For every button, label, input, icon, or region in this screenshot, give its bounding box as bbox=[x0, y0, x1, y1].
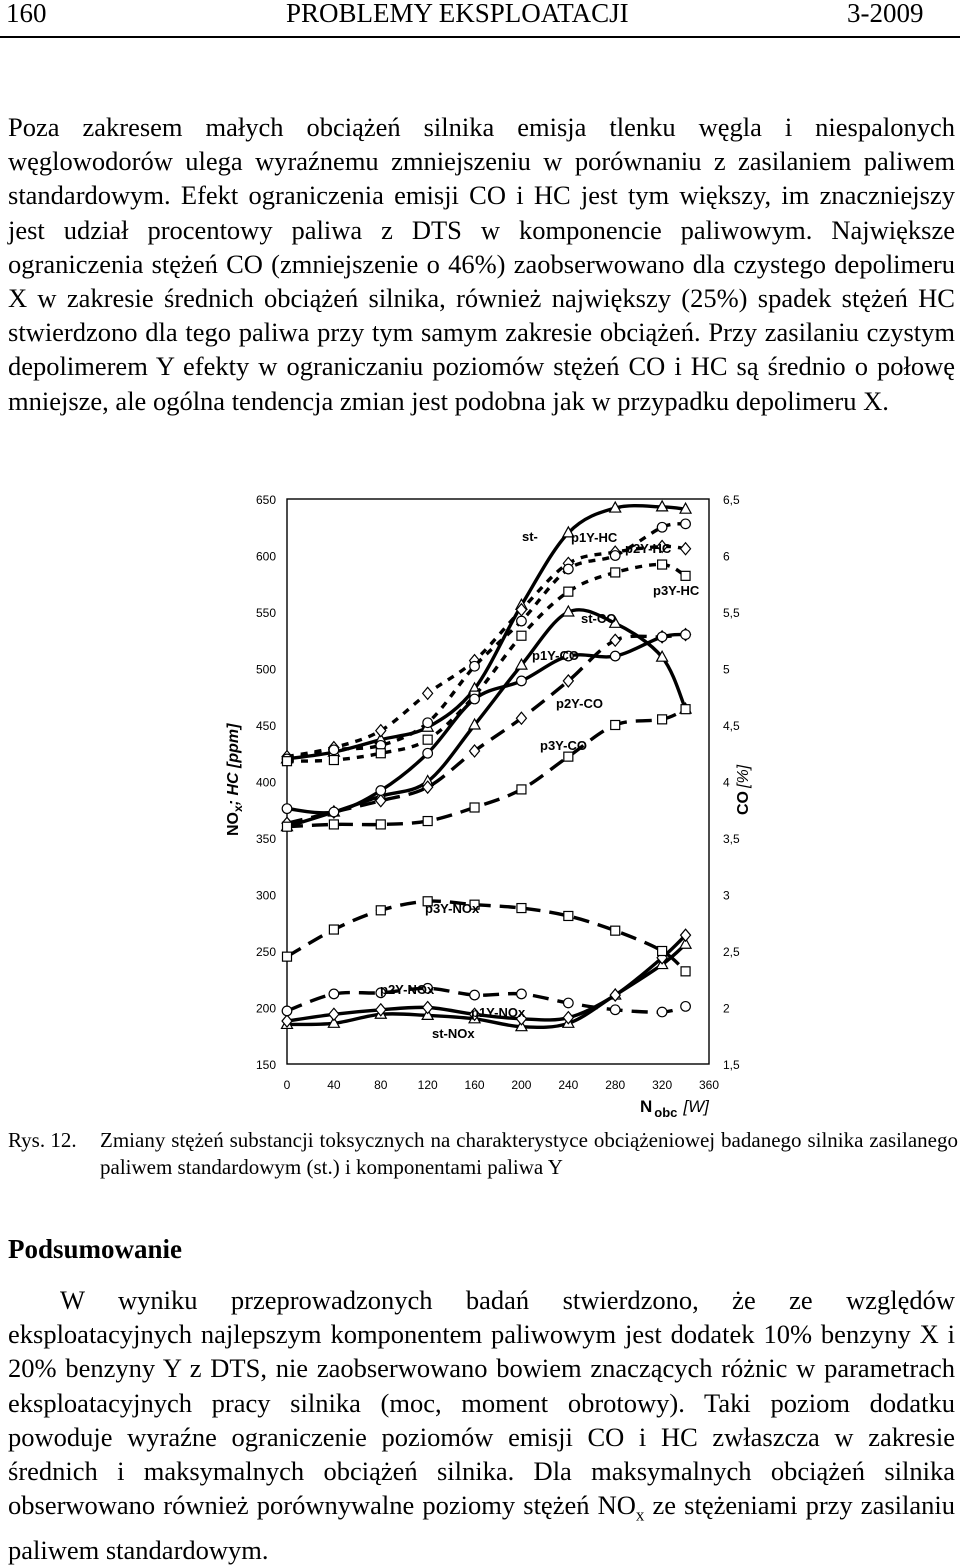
x-tick-label: 320 bbox=[652, 1078, 673, 1092]
y-right-tick-label: 3 bbox=[723, 888, 730, 903]
data-point-p3y-nox bbox=[329, 925, 338, 934]
data-point-p3y-co bbox=[329, 820, 338, 829]
series-label: p2Y-HC bbox=[625, 541, 672, 556]
data-point-p3y-nox bbox=[658, 947, 667, 956]
series-label: p3Y-CO bbox=[540, 738, 587, 753]
y-left-tick-label: 650 bbox=[255, 493, 276, 507]
data-point-p3y-nox bbox=[564, 911, 573, 920]
running-header bbox=[0, 0, 960, 34]
y-right-tick-label: 1,5 bbox=[723, 1058, 740, 1072]
data-point-p2y-nox bbox=[329, 989, 339, 999]
data-point-p2y-co bbox=[610, 651, 620, 661]
data-point-p3y-hc bbox=[681, 571, 690, 580]
y-left-tick-label: 150 bbox=[255, 1058, 276, 1072]
series-label: p2Y-CO bbox=[556, 696, 603, 711]
data-point-p2y-nox bbox=[657, 1007, 667, 1017]
series-label: p1Y-NOx bbox=[471, 1005, 526, 1020]
x-tick-label: 360 bbox=[698, 1078, 720, 1092]
series-line-p3y-hc bbox=[287, 564, 686, 761]
series-label: p3Y-HC bbox=[653, 583, 700, 598]
data-point-p2y-co bbox=[282, 804, 292, 814]
series-line-p1y-co bbox=[287, 635, 686, 824]
data-point-p3y-hc bbox=[283, 757, 292, 766]
y-left-tick-label: 600 bbox=[255, 549, 276, 564]
data-point-p1y-nox bbox=[423, 1002, 433, 1014]
x-tick-label: 160 bbox=[464, 1078, 485, 1092]
y-right-tick-label: 6 bbox=[723, 549, 730, 564]
data-point-p2y-hc bbox=[657, 522, 667, 532]
data-point-p3y-co bbox=[470, 803, 479, 812]
data-point-p2y-hc bbox=[564, 564, 574, 574]
y-right-tick-label: 3,5 bbox=[723, 832, 740, 846]
y-left-tick-label: 350 bbox=[255, 832, 276, 846]
data-point-p2y-nox bbox=[282, 1006, 292, 1016]
data-point-p3y-hc bbox=[658, 560, 667, 569]
body-paragraph: Poza zakresem małych obciążeń silnika emisja tlenku węgla i niespalonych węglowodorów ulega wyraźnemu zmniejszeniu w porównaniu z zasilaniem paliwem standardowym. Efekt ograniczenia emisji CO i HC jest tym większy, im znaczniejszy jest udział procentowy paliwa z DTS w komponencie paliwowym. Największe ograniczenia stężeń CO (zmniejszenie o 46%) zaobserwowano dla czystego depolimeru X w zakresie średnich obciążeń silnika, również największy (25%) spadek stężeń HC stwierdzono dla tego paliwa przy tym samym zakresie obciążeń. Przy zasilaniu czystym depolimerem Y efekty w ograniczaniu poziomów stężeń CO i HC są średnio o połowę mniejsze, ale ogólna tendencja zmian jest podobna jak w przypadku depolimeru X. bbox=[8, 112, 955, 416]
data-point-p2y-co bbox=[470, 694, 480, 704]
y-left-tick-label: 300 bbox=[255, 888, 276, 903]
data-point-p2y-nox bbox=[470, 990, 480, 1000]
page-number: 160 bbox=[6, 0, 47, 28]
data-point-p3y-co bbox=[283, 822, 292, 831]
data-point-p1y-hc bbox=[681, 543, 691, 555]
data-point-p2y-co bbox=[517, 676, 527, 686]
summary-paragraph bbox=[8, 1283, 955, 1567]
y-right-tick-label: 5 bbox=[723, 662, 730, 677]
data-point-p3y-hc bbox=[611, 568, 620, 577]
data-point-p3y-nox bbox=[611, 926, 620, 935]
y-right-tick-label: 5,5 bbox=[723, 606, 740, 620]
series-line-p3y-nox bbox=[287, 901, 686, 971]
y-left-tick-label: 400 bbox=[255, 775, 276, 790]
data-point-p2y-nox bbox=[681, 1002, 691, 1012]
figure bbox=[0, 480, 960, 1120]
y-right-tick-label: 4 bbox=[723, 775, 730, 790]
y-left-tick-label: 450 bbox=[255, 719, 276, 733]
data-point-p3y-hc bbox=[517, 631, 526, 640]
series-line-st-co bbox=[287, 610, 686, 827]
data-point-p2y-nox bbox=[564, 998, 574, 1008]
x-tick-label: 80 bbox=[374, 1078, 388, 1092]
data-point-p2y-nox bbox=[610, 1005, 620, 1015]
series-label: p2Y-NOx bbox=[380, 982, 435, 997]
x-tick-label: 0 bbox=[283, 1078, 291, 1092]
data-point-p3y-hc bbox=[564, 587, 573, 596]
y-left-axis-label: $NO_x$; HC [ppm] bbox=[225, 723, 245, 836]
data-point-p3y-hc bbox=[423, 735, 432, 744]
figure-label: Rys. 12. bbox=[8, 1128, 77, 1152]
data-point-p2y-co bbox=[423, 748, 433, 758]
summary-nox: NO bbox=[597, 1490, 636, 1521]
data-point-p2y-co bbox=[657, 632, 667, 642]
series-label: st-NOx bbox=[432, 1026, 475, 1041]
summary-tail: ze stężeniami przy zasilaniu paliwem standardowym. bbox=[8, 1490, 955, 1565]
data-point-p3y-co bbox=[517, 785, 526, 794]
data-point-p2y-hc bbox=[423, 718, 433, 728]
figure-caption-text: Zmiany stężeń substancji toksycznych na charakterystyce obciążeniowej badanego silnika zasilanego paliwem standardowym (st.) i komponentami paliwa Y bbox=[100, 1128, 958, 1179]
header-rule bbox=[0, 36, 960, 38]
data-point-p3y-nox bbox=[517, 904, 526, 913]
y-left-tick-label: 550 bbox=[255, 606, 276, 620]
series-group bbox=[282, 501, 692, 1031]
data-point-p3y-co bbox=[658, 715, 667, 724]
data-point-p1y-hc bbox=[423, 687, 433, 699]
data-point-p1y-hc bbox=[376, 725, 386, 737]
data-point-p2y-hc bbox=[517, 616, 527, 626]
y-left-tick-label: 200 bbox=[255, 1001, 276, 1016]
x-tick-label: 200 bbox=[511, 1078, 532, 1092]
data-point-p2y-co bbox=[329, 807, 339, 817]
y-right-tick-label: 2,5 bbox=[723, 945, 740, 959]
y-left-tick-label: 500 bbox=[255, 662, 276, 677]
data-point-p2y-hc bbox=[470, 661, 480, 671]
data-point-p3y-co bbox=[611, 721, 620, 730]
data-point-p3y-hc bbox=[376, 749, 385, 758]
summary-text: W wyniku przeprowadzonych badań stwierdzono, że ze względów eksploatacyjnych najlepszym komponentem paliwowym jest dodatek 10% benzyny X i 20% benzyny Y z DTS, nie zaobserwowano bowiem znaczących różnic w parametrach eksploatacyjnych pracy silnika (moc, moment obrotowy). Taki poziom dodatku powoduje wyraźne ograniczenie poziomów emisji CO i HC zwłaszcza w zakresie średnich i maksymalnych obciążeń silnika. Dla maksymalnych obciążeń silnika obserwowano również porównywalne poziomy stężeń bbox=[8, 1285, 955, 1521]
y-right-tick-label: 4,5 bbox=[723, 719, 740, 733]
data-point-p3y-co bbox=[681, 705, 690, 714]
data-point-p2y-hc bbox=[329, 745, 339, 755]
data-point-p3y-co bbox=[376, 820, 385, 829]
plot-frame bbox=[287, 499, 709, 1064]
series-label: p1Y-HC bbox=[571, 530, 618, 545]
y-right-axis-label: CO[%] bbox=[735, 764, 752, 815]
data-point-p2y-hc bbox=[610, 551, 620, 561]
x-axis-label: N $_{obc}$ [W] bbox=[640, 1097, 709, 1120]
series-label: p3Y-NOx bbox=[425, 901, 480, 916]
series-label: st- bbox=[522, 529, 538, 544]
series-label: p1Y-CO bbox=[532, 648, 579, 663]
left-axis-ticks bbox=[256, 493, 276, 1072]
y-right-tick-label: 2 bbox=[723, 1001, 730, 1016]
data-point-p2y-hc bbox=[681, 519, 691, 529]
x-tick-label: 40 bbox=[327, 1078, 341, 1092]
series-label: st-CO bbox=[581, 611, 617, 626]
y-right-tick-label: 6,5 bbox=[723, 493, 740, 507]
data-point-p1y-nox bbox=[329, 1008, 339, 1020]
data-point-p3y-nox bbox=[681, 967, 690, 976]
data-point-p2y-co bbox=[376, 786, 386, 796]
x-axis-ticks bbox=[284, 1078, 720, 1092]
data-point-p2y-nox bbox=[517, 989, 527, 999]
section-title: Podsumowanie bbox=[8, 1234, 183, 1264]
data-point-p3y-co bbox=[423, 817, 432, 826]
journal-title: PROBLEMY EKSPLOATACJI bbox=[286, 0, 629, 28]
x-tick-label: 280 bbox=[605, 1078, 626, 1092]
data-point-p3y-nox bbox=[283, 952, 292, 961]
data-point-p2y-co bbox=[681, 630, 691, 640]
emissions-chart bbox=[0, 480, 960, 1120]
data-point-p3y-hc bbox=[329, 756, 338, 765]
x-tick-label: 240 bbox=[558, 1078, 579, 1092]
issue-number: 3-2009 bbox=[847, 0, 924, 28]
data-point-p1y-co bbox=[610, 634, 620, 646]
x-tick-label: 120 bbox=[417, 1078, 438, 1092]
summary-nox-sub: x bbox=[635, 1505, 645, 1525]
y-left-tick-label: 250 bbox=[255, 945, 276, 959]
data-point-p3y-nox bbox=[376, 906, 385, 915]
data-point-p3y-co bbox=[564, 752, 573, 761]
